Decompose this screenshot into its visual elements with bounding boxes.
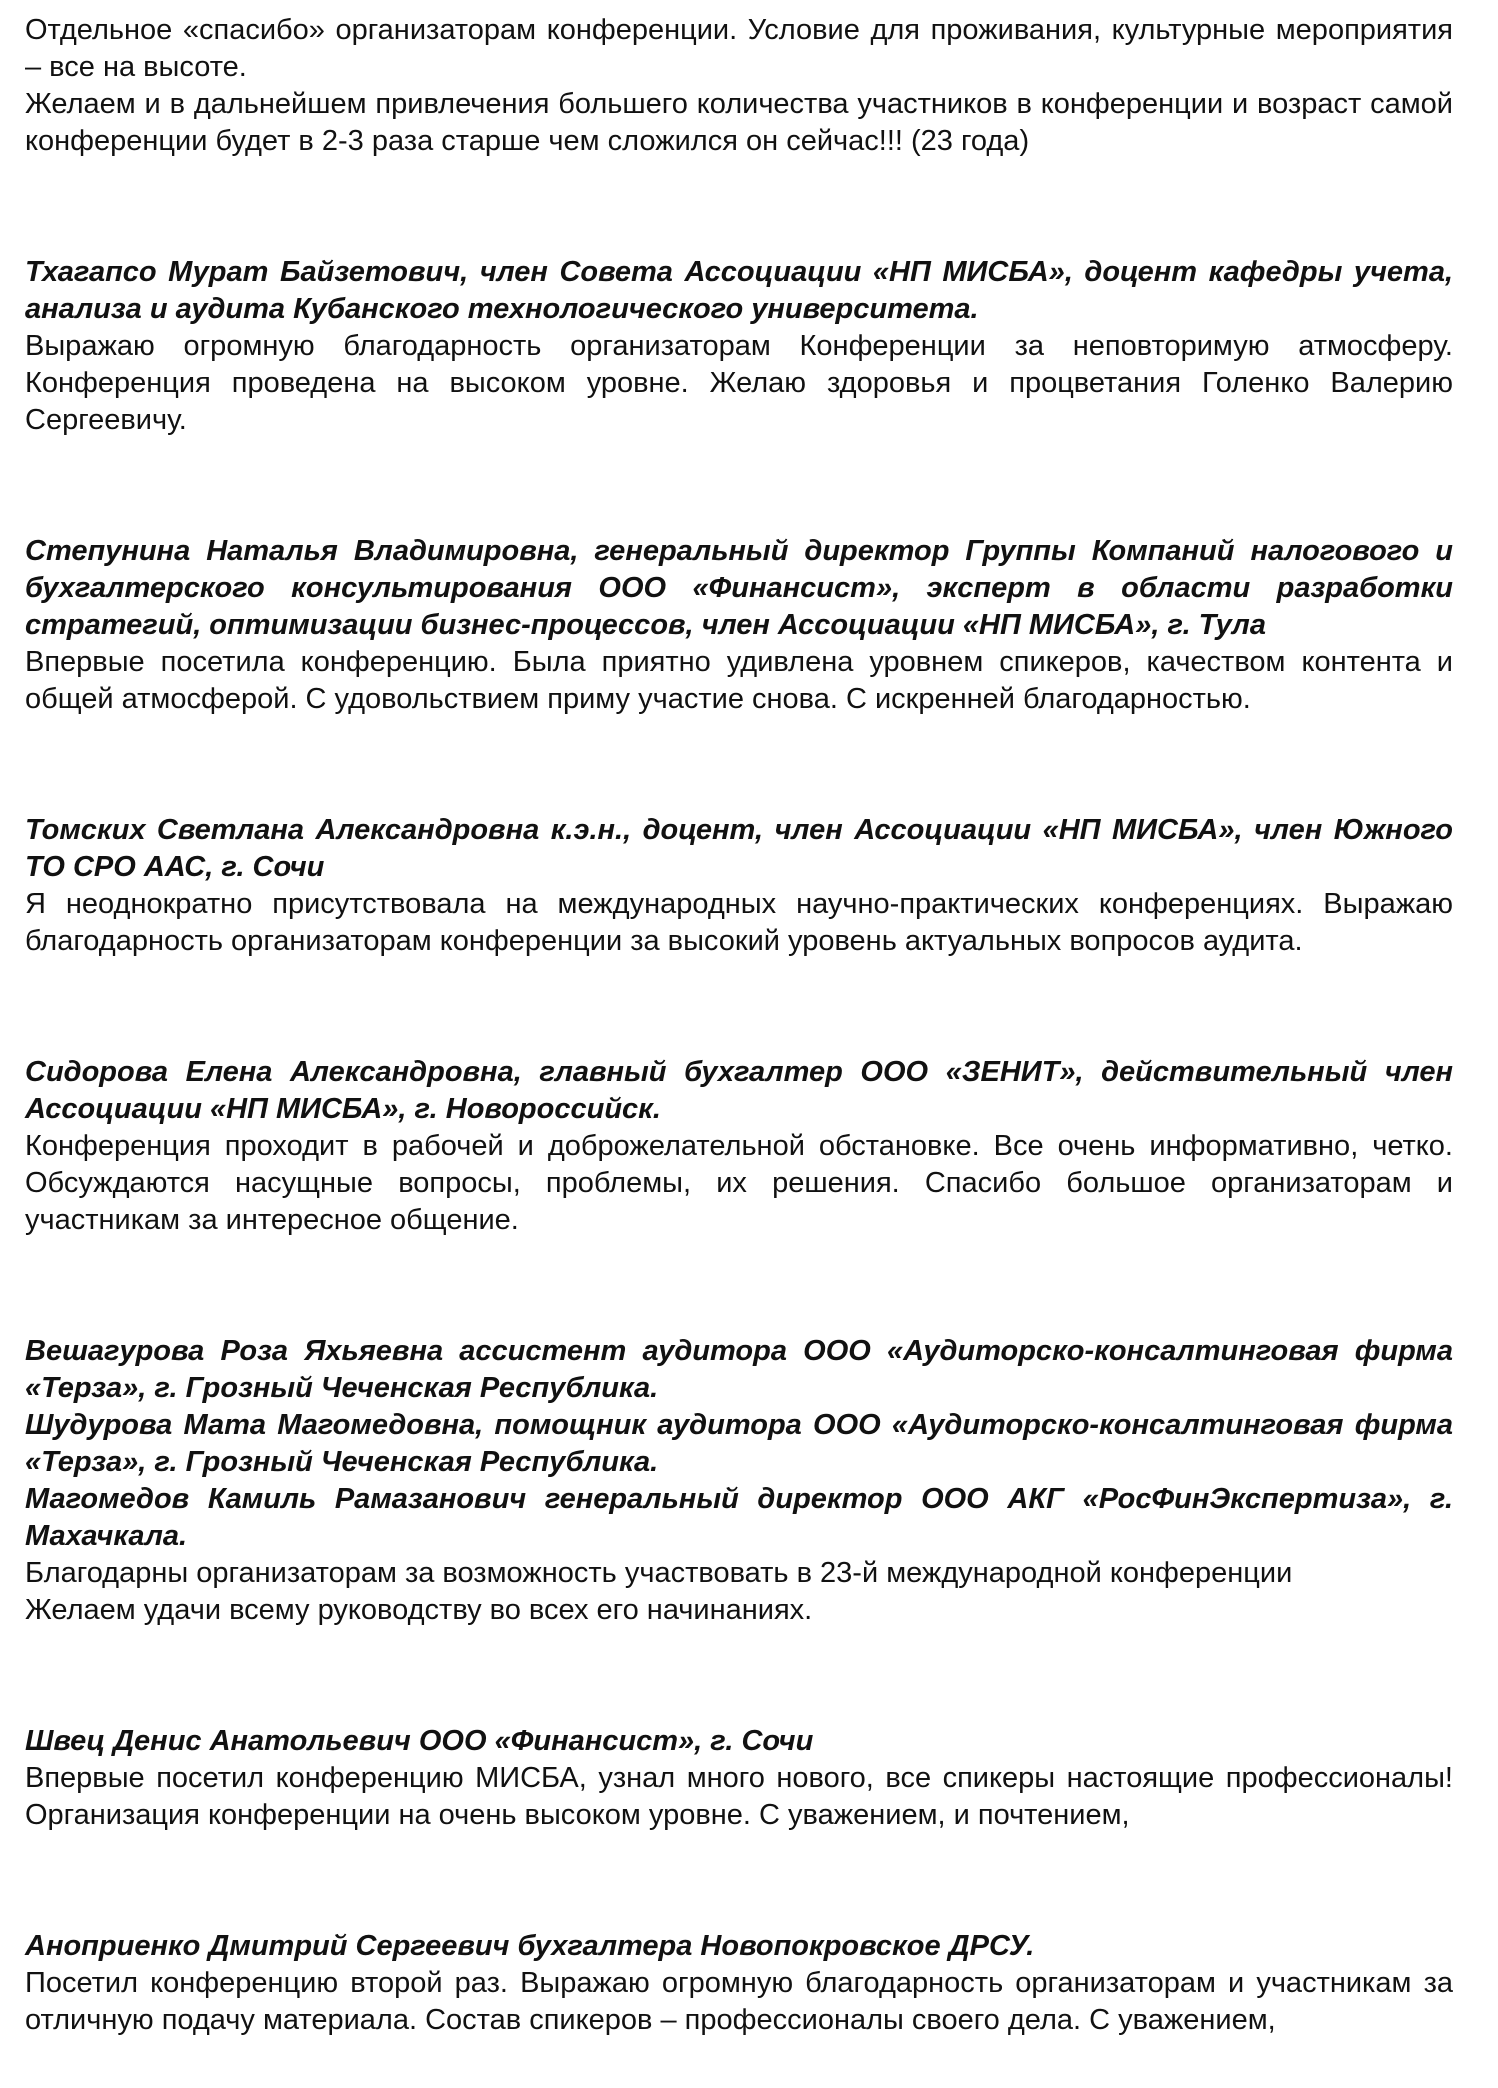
review-entry	[25, 533, 1453, 718]
review-text-line: Желаем удачи всему руководству во всех его начинаниях.	[25, 1594, 813, 1626]
review-entry-group	[25, 1333, 1453, 1629]
review-text: Посетил конференцию второй раз. Выражаю огромную благодарность организаторам и участникам за отличную подачу материала. Состав спикеров – профессионалы своего дела. С уважением,	[25, 1967, 1453, 2036]
review-text: Я неоднократно присутствовала на международных научно-практических конференциях. Выражаю благодарность организаторам конференции за высокий уровень актуальных вопросов аудита.	[25, 888, 1453, 957]
review-author: Аноприенко Дмитрий Сергеевич бухгалтера Новопокровское ДРСУ.	[25, 1930, 1035, 1962]
review-text: Конференция проходит в рабочей и доброжелательной обстановке. Все очень информативно, четко. Обсуждаются насущные вопросы, проблемы, их решения. Спасибо большое организаторам и участникам за интересное общение.	[25, 1130, 1453, 1236]
review-author: Тхагапсо Мурат Байзетович, член Совета Ассоциации «НП МИСБА», доцент кафедры учета, анализа и аудита Кубанского технологического университета.	[25, 256, 1453, 325]
review-author: Сидорова Елена Александровна, главный бухгалтер ООО «ЗЕНИТ», действительный член Ассоциации «НП МИСБА», г. Новороссийск.	[25, 1056, 1453, 1125]
review-entry	[25, 1928, 1453, 2039]
review-author: Шудурова Мата Магомедовна, помощник аудитора ООО «Аудиторско-консалтинговая фирма «Терза», г. Грозный Чеченская Республика.	[25, 1409, 1453, 1478]
review-text-line: Благодарны организаторам за возможность участвовать в 23-й международной конференции	[25, 1557, 1293, 1589]
intro-paragraph: Отдельное «спасибо» организаторам конференции. Условие для проживания, культурные мероприятия – все на высоте.	[25, 14, 1453, 83]
review-entry	[25, 812, 1453, 960]
review-author: Швец Денис Анатольевич ООО «Финансист», г. Сочи	[25, 1725, 814, 1757]
document-page	[25, 12, 1453, 2039]
review-text: Впервые посетила конференцию. Была приятно удивлена уровнем спикеров, качеством контента и общей атмосферой. С удовольствием приму участие снова. С искренней благодарностью.	[25, 646, 1453, 715]
review-entry	[25, 254, 1453, 439]
review-author: Вешагурова Роза Яхьяевна ассистент аудитора ООО «Аудиторско-консалтинговая фирма «Терза», г. Грозный Чеченская Республика.	[25, 1335, 1453, 1404]
review-author: Магомедов Камиль Рамазанович генеральный директор ООО АКГ «РосФинЭкспертиза», г. Махачкала.	[25, 1483, 1453, 1552]
review-text: Впервые посетил конференцию МИСБА, узнал много нового, все спикеры настоящие профессионалы! Организация конференции на очень высоком уровне. С уважением, и почтением,	[25, 1762, 1453, 1831]
intro-paragraph: Желаем и в дальнейшем привлечения большего количества участников в конференции и возраст самой конференции будет в 2-3 раза старше чем сложился он сейчас!!! (23 года)	[25, 88, 1453, 157]
intro-section	[25, 12, 1453, 160]
review-text: Выражаю огромную благодарность организаторам Конференции за неповторимую атмосферу. Конференция проведена на высоком уровне. Желаю здоровья и процветания Голенко Валерию Сергеевичу.	[25, 330, 1453, 436]
review-entry	[25, 1054, 1453, 1239]
review-author: Томских Светлана Александровна к.э.н., доцент, член Ассоциации «НП МИСБА», член Южного ТО СРО ААС, г. Сочи	[25, 814, 1453, 883]
review-author: Степунина Наталья Владимировна, генеральный директор Группы Компаний налогового и бухгалтерского консультирования ООО «Финансист», эксперт в области разработки стратегий, оптимизации бизнес-процессов, член Ассоциации «НП МИСБА», г. Тула	[25, 535, 1453, 641]
review-entry	[25, 1723, 1453, 1834]
